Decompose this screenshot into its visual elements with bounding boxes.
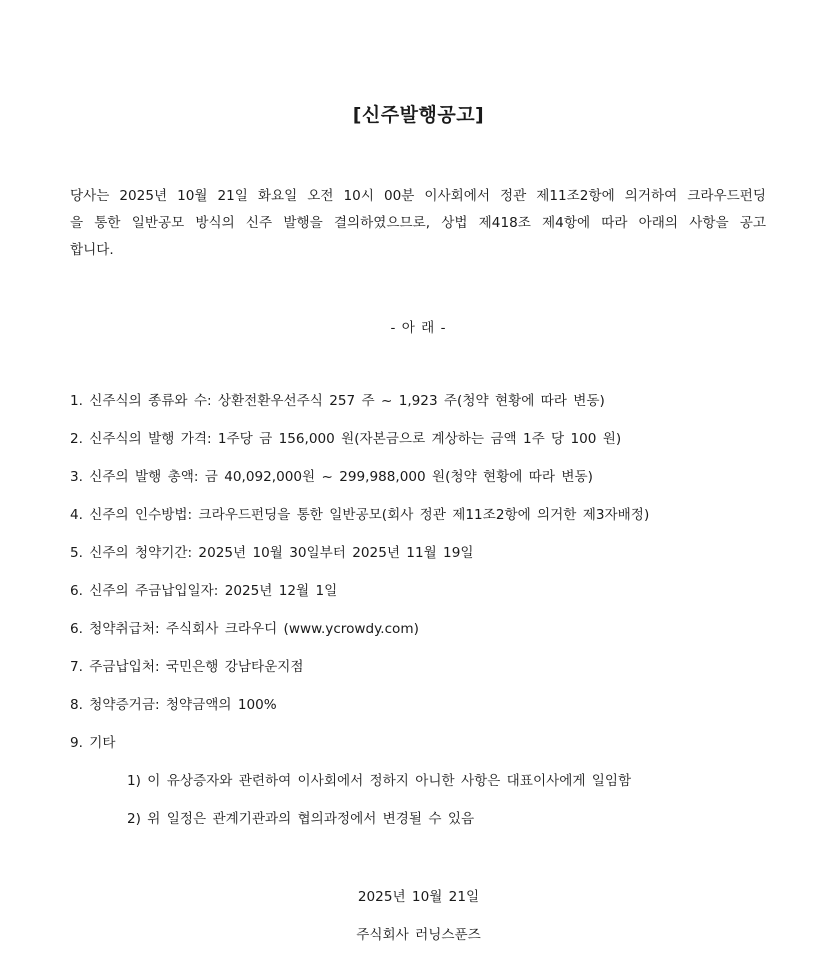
notice-item: 4. 신주의 인수방법: 크라우드펀딩을 통한 일반공모(회사 정관 제11조2항에 의거한 제3자배정) [70,507,650,523]
notice-item: 1. 신주식의 종류와 수: 상환전환우선주식 257 주 ~ 1,923 주(청약 현황에 따라 변동) [70,393,605,409]
sub-item: 2) 위 일정은 관계기관과의 협의과정에서 변경될 수 있음 [127,811,475,827]
intro-line: 을 통한 일반공모 방식의 신주 발행을 결의하였으므로, 상법 제418조 제4항에 따라 아래의 사항을 공고 [70,215,766,231]
notice-item: 3. 신주의 발행 총액: 금 40,092,000원 ~ 299,988,000 원(청약 현황에 따라 변동) [70,469,593,485]
company-name: 주식회사 러닝스푼즈 [356,927,481,943]
notice-item: 7. 주금납입처: 국민은행 강남타운지점 [70,659,304,675]
notice-item: 5. 신주의 청약기간: 2025년 10월 30일부터 2025년 11월 19일 [70,545,474,561]
notice-heading: - 아 래 - [390,320,447,336]
notice-item: 9. 기타 [70,735,116,751]
notice-date: 2025년 10월 21일 [357,889,480,905]
intro-line: 합니다. [70,242,114,258]
notice-item: 8. 청약증거금: 청약금액의 100% [70,697,277,713]
notice-item: 6. 청약취급처: 주식회사 크라우디 (www.ycrowdy.com) [70,621,419,637]
document-title: [신주발행공고] [352,104,485,126]
notice-items-list [70,391,790,771]
other-sub-items-list [127,771,807,847]
intro-line: 당사는 2025년 10월 21일 화요일 오전 10시 00분 이사회에서 정관 제11조2항에 의거하여 크라우드펀딩 [70,188,766,204]
notice-item: 2. 신주식의 발행 가격: 1주당 금 156,000 원(자본금으로 계상하는 금액 1주 당 100 원) [70,431,622,447]
notice-item: 6. 신주의 주금납입일자: 2025년 12월 1일 [70,583,338,599]
intro-paragraph [70,183,766,264]
sub-item: 1) 이 유상증자와 관련하여 이사회에서 정하지 아니한 사항은 대표이사에게 일임함 [127,773,632,789]
